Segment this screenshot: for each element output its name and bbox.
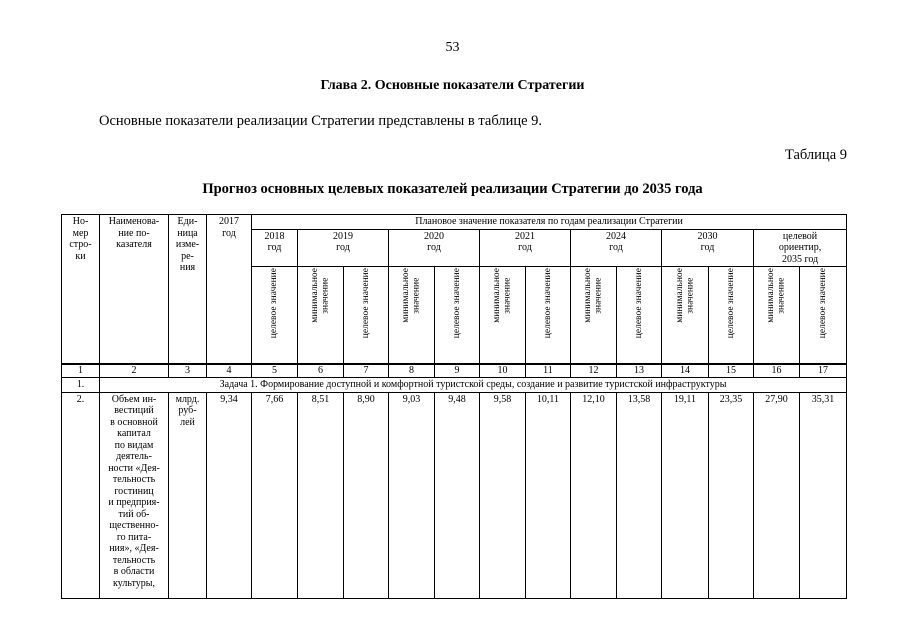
data-row-unit: млрд. руб- лей	[169, 392, 207, 598]
task-row-no: 1.	[62, 378, 100, 393]
data-row-no: 2.	[62, 392, 100, 598]
sub-target-2035: целевое значение	[817, 268, 828, 339]
sub-target-2018: целевое значение	[269, 268, 280, 339]
header-name: Наименова- ние по- казателя	[100, 215, 169, 365]
col-num: 2	[100, 364, 169, 378]
value-2035-min: 27,90	[754, 392, 800, 598]
value-2019-min: 8,51	[298, 392, 344, 598]
col-num: 16	[754, 364, 800, 378]
col-num: 10	[480, 364, 526, 378]
col-num: 8	[389, 364, 435, 378]
sub-min-2020: минимальное значение	[401, 268, 422, 323]
column-numbers-row	[62, 364, 847, 378]
value-2018-target: 7,66	[252, 392, 298, 598]
header-2020: 2020 год	[389, 229, 480, 267]
col-num: 15	[709, 364, 754, 378]
table-label: Таблица 9	[784, 147, 847, 163]
value-2021-min: 9,58	[480, 392, 526, 598]
sub-target-2019: целевое значение	[360, 268, 371, 339]
sub-target-2024: целевое значение	[633, 268, 644, 339]
col-num: 6	[298, 364, 344, 378]
col-num: 4	[207, 364, 252, 378]
sub-target-2020: целевое значение	[451, 268, 462, 339]
task-row-text: Задача 1. Формирование доступной и комфортной туристской среды, создание и развитие туристской инфраструктуры	[100, 378, 847, 393]
data-row-name: Объем ин- вестиций в основной капитал по видам деятель- ности «Дея- тельность гостиниц и предприя- тий об- щественно- го пита- ния», «Дея- тельность в области культуры,	[100, 392, 169, 598]
col-num: 11	[526, 364, 571, 378]
col-num: 1	[62, 364, 100, 378]
table-title: Прогноз основных целевых показателей реализации Стратегии до 2035 года	[202, 181, 703, 197]
sub-min-2019: минимальное значение	[310, 268, 331, 323]
value-2024-min: 12,10	[571, 392, 617, 598]
col-num: 12	[571, 364, 617, 378]
value-2024-target: 13,58	[617, 392, 662, 598]
header-row-no: Но- мер стро- ки	[62, 215, 100, 365]
table-row	[62, 392, 847, 598]
header-target-2035: целевой ориентир, 2035 год	[754, 229, 847, 267]
value-2017: 9,34	[207, 392, 252, 598]
sub-min-2035: минимальное значение	[766, 268, 787, 323]
header-unit: Еди- ница изме- ре- ния	[169, 215, 207, 365]
col-num: 14	[662, 364, 709, 378]
value-2020-target: 9,48	[435, 392, 480, 598]
sub-min-2030: минимальное значение	[674, 268, 695, 323]
header-2024: 2024 год	[571, 229, 662, 267]
col-num: 9	[435, 364, 480, 378]
indicators-table	[61, 214, 847, 599]
value-2020-min: 9,03	[389, 392, 435, 598]
header-2030: 2030 год	[662, 229, 754, 267]
col-num: 7	[344, 364, 389, 378]
value-2030-target: 23,35	[709, 392, 754, 598]
value-2021-target: 10,11	[526, 392, 571, 598]
header-2018: 2018 год	[252, 229, 298, 267]
value-2019-target: 8,90	[344, 392, 389, 598]
header-row-1	[62, 215, 847, 230]
page-number: 53	[445, 40, 460, 55]
header-2021: 2021 год	[480, 229, 571, 267]
sub-target-2021: целевое значение	[542, 268, 553, 339]
col-num: 5	[252, 364, 298, 378]
col-num: 3	[169, 364, 207, 378]
header-planned: Плановое значение показателя по годам реализации Стратегии	[252, 215, 847, 230]
value-2030-min: 19,11	[662, 392, 709, 598]
col-num: 17	[800, 364, 847, 378]
value-2035-target: 35,31	[800, 392, 847, 598]
header-2019: 2019 год	[298, 229, 389, 267]
col-num: 13	[617, 364, 662, 378]
sub-min-2024: минимальное значение	[583, 268, 604, 323]
chapter-title: Глава 2. Основные показатели Стратегии	[320, 78, 585, 93]
header-2017: 2017 год	[207, 215, 252, 365]
task-row	[62, 378, 847, 393]
sub-min-2021: минимальное значение	[492, 268, 513, 323]
sub-target-2030: целевое значение	[725, 268, 736, 339]
intro-text: Основные показатели реализации Стратегии представлены в таблице 9.	[99, 113, 543, 129]
